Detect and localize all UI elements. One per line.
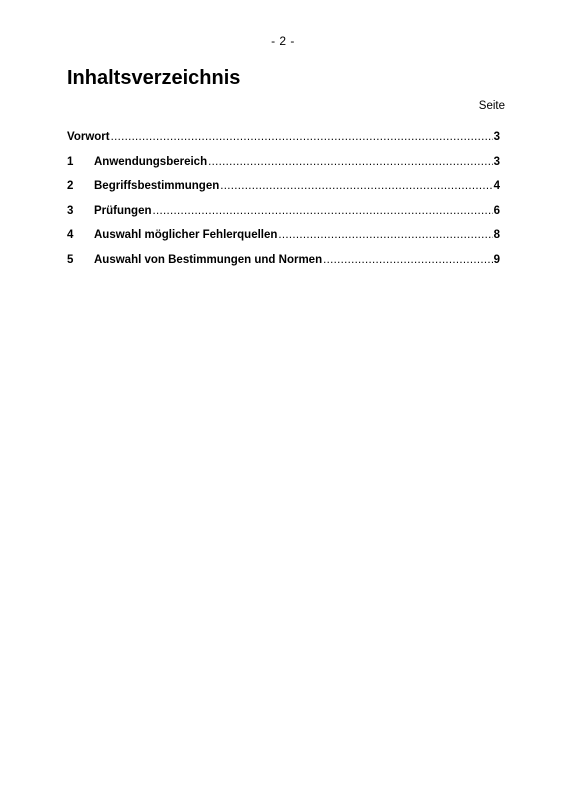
page-column-label: Seite <box>478 100 505 112</box>
toc-leader-dots <box>278 229 492 241</box>
toc-entry-text: Anwendungsbereich <box>94 155 208 168</box>
toc-entry-number: 5 <box>67 253 74 266</box>
toc-entry-number: 3 <box>67 204 74 217</box>
toc-entry-pruefungen[interactable] <box>67 205 500 230</box>
toc-leader-dots <box>111 131 493 143</box>
toc-entry-bestimmungen-normen[interactable] <box>67 254 500 279</box>
toc-entry-number: 2 <box>67 180 74 192</box>
toc-entry-anwendungsbereich[interactable] <box>67 156 500 181</box>
toc-entry-page: 9 <box>493 253 500 266</box>
toc-entry-text: Auswahl von Bestimmungen und Normen <box>94 253 323 266</box>
toc-leader-dots <box>153 205 493 217</box>
toc-entry-vorwort[interactable] <box>67 131 500 156</box>
toc-leader-dots <box>208 156 492 168</box>
toc-entry-text: Auswahl möglicher Fehlerquellen <box>94 229 278 241</box>
toc-title: Inhaltsverzeichnis <box>67 67 241 89</box>
toc-entry-page: 4 <box>493 180 500 192</box>
toc-leader-dots <box>323 254 492 266</box>
toc-entry-number: 4 <box>67 229 74 241</box>
toc-entry-text: Vorwort <box>67 131 110 143</box>
page-number: - 2 - <box>271 34 295 48</box>
toc-entry-text: Prüfungen <box>94 204 152 217</box>
toc-entry-begriffsbestimmungen[interactable] <box>67 180 500 205</box>
toc-entry-fehlerquellen[interactable] <box>67 229 500 254</box>
toc-entry-page: 8 <box>493 229 500 241</box>
toc-entry-text: Begriffsbestimmungen <box>94 180 220 192</box>
toc-leader-dots <box>220 180 492 192</box>
toc-entry-page: 3 <box>493 131 500 143</box>
toc-list <box>67 131 500 278</box>
toc-entry-number: 1 <box>67 155 74 168</box>
toc-entry-page: 3 <box>493 155 500 168</box>
toc-entry-page: 6 <box>493 204 500 217</box>
